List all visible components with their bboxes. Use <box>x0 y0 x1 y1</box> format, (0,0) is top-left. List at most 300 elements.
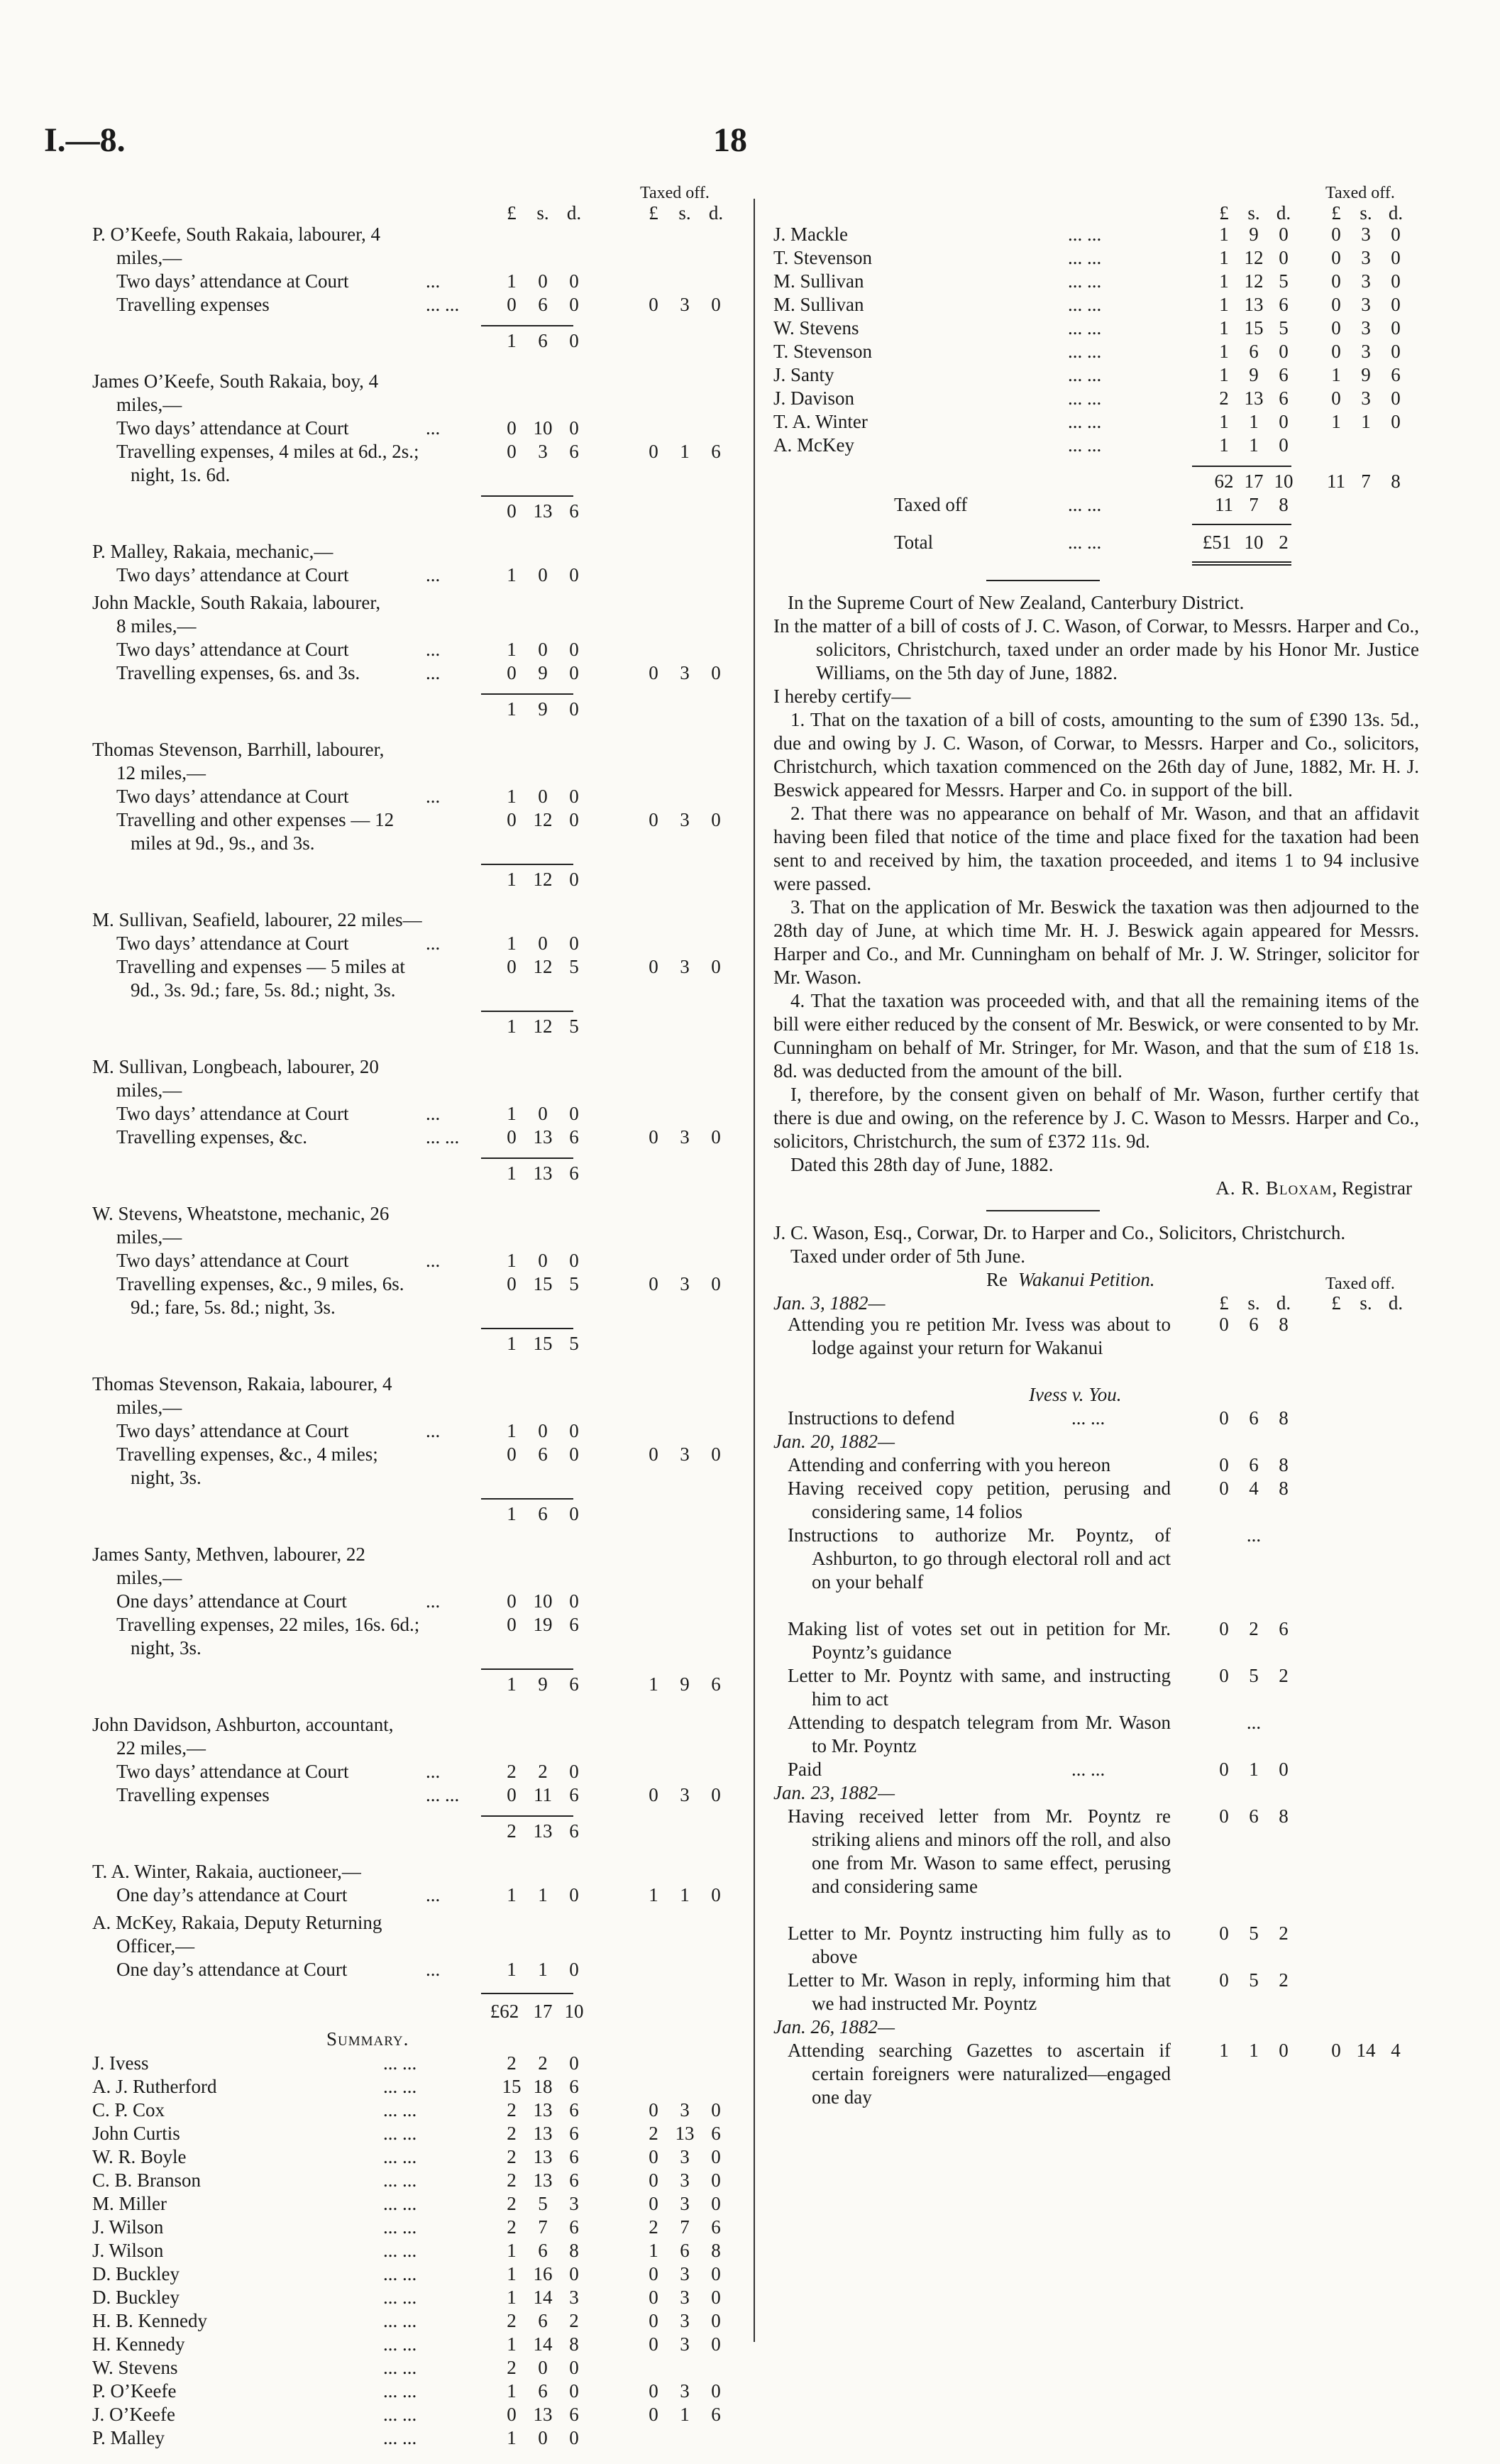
right-sum-rule-line <box>1192 466 1291 467</box>
entry-1-item-0-label: Two days’ attendance at Court <box>116 417 349 439</box>
entry-2-item-0-amount-pounds: 1 <box>507 564 517 585</box>
summary-row-14 <box>92 2380 731 2403</box>
entry-5-rule-line <box>481 1011 573 1012</box>
entry-10-item-0-amount-shillings: 2 <box>538 1761 548 1782</box>
entry-6-item-1-taxed-shillings: 3 <box>680 1126 690 1148</box>
entry-7-item-1-label2: 9d.; fare, 5s. 8d.; night, 3s. <box>131 1297 336 1318</box>
entry-9-total-pounds: 1 <box>507 1673 517 1695</box>
summary-name-1: A. J. Rutherford <box>92 2076 217 2097</box>
right-summary-row-1 <box>773 246 1419 270</box>
summary-14-amount-shillings: 6 <box>538 2380 548 2402</box>
right-summary-name-7: J. Davison <box>773 387 854 409</box>
bill-item-10-dots: ... ... <box>1071 1759 1105 1780</box>
bill-item-7-amounts <box>773 1617 1419 1641</box>
entry-4-item-0-dots: ... <box>426 786 441 807</box>
entry-3-item-0-dots: ... <box>426 639 441 660</box>
entry-6-space <box>92 1185 731 1202</box>
cert-signature-title: , Registrar <box>1332 1177 1412 1199</box>
entry-10-item-0-amount-pence: 0 <box>569 1761 579 1782</box>
right-summary-3-amount-pounds: 1 <box>1219 294 1229 315</box>
entry-4-item-1-taxed-shillings: 3 <box>680 809 690 830</box>
right-summary-7-taxed-shillings: 3 <box>1361 387 1371 409</box>
summary-8-amount-pounds: 1 <box>507 2240 517 2261</box>
summary-15-amount-pounds: 0 <box>507 2404 517 2425</box>
summary-3-taxed-pence: 6 <box>711 2123 721 2144</box>
right-total-label: Total <box>894 532 934 553</box>
column-divider <box>754 199 755 2342</box>
summary-10-taxed-pence: 0 <box>711 2287 721 2308</box>
summary-8-amount-shillings: 6 <box>538 2240 548 2261</box>
entry-3-name <box>92 591 731 615</box>
entry-0-rule <box>92 317 731 329</box>
entry-9-name-cont-text: miles,— <box>116 1567 182 1588</box>
summary-13-amount-pence: 0 <box>569 2357 579 2378</box>
entry-4-item-0-amount-pence: 0 <box>569 786 579 807</box>
right-summary-2-taxed-pence: 0 <box>1391 270 1401 292</box>
left-header-taxed <box>92 186 731 202</box>
entry-0-item-1-taxed-pounds: 0 <box>649 294 658 315</box>
bill-header-shillings-1: s. <box>1247 1292 1260 1314</box>
entry-6-item-1-taxed-pounds: 0 <box>649 1126 658 1148</box>
summary-4-taxed-shillings: 3 <box>680 2146 690 2167</box>
entry-9-item-0-amount-pence: 0 <box>569 1590 579 1612</box>
summary-3-amount-pence: 6 <box>569 2123 579 2144</box>
entry-6-name-cont <box>92 1079 731 1102</box>
bill-item-8-amount-shillings: 5 <box>1249 1665 1259 1686</box>
entry-1-item-0-dots: ... <box>426 417 441 439</box>
cert-p3: 3. That on the application of Mr. Beswick the taxation was then adjourned to the 28th day of June, at which time Mr. H. J. Beswick again appeared for Messrs. Harper and Co., and Mr. Cunningham on behalf of Mr. J. W. Stringer, solicitor for Mr. Wason. <box>773 896 1419 988</box>
summary-row-4 <box>92 2145 731 2169</box>
cert-signature-name: A. R. Bloxam <box>1215 1177 1333 1199</box>
entry-7-item-1-amount-pounds: 0 <box>507 1273 517 1294</box>
bill-item-12-amounts <box>773 1805 1419 1828</box>
entry-6-rule <box>92 1149 731 1162</box>
header-pounds-3: £ <box>649 202 658 224</box>
entry-0-item-1-amount-pounds: 0 <box>507 294 517 315</box>
right-summary-5-amount-pence: 0 <box>1279 341 1289 362</box>
entry-7-item-0 <box>92 1249 731 1272</box>
bill-item-14-amount-shillings: 5 <box>1249 1969 1259 1991</box>
entry-3-item-0 <box>92 638 731 661</box>
entry-4-total-pence: 0 <box>569 869 579 890</box>
summary-9-amount-shillings: 16 <box>533 2263 553 2284</box>
entry-3-rule <box>92 685 731 698</box>
bill-first-date: Jan. 3, 1882— <box>773 1292 886 1314</box>
entry-8-item-1-taxed-pence: 0 <box>711 1443 721 1465</box>
summary-name-10: D. Buckley <box>92 2287 180 2308</box>
entry-5-item-1-amount-shillings: 12 <box>533 956 553 977</box>
bill-item-10-amount-pence: 0 <box>1279 1759 1289 1780</box>
summary-2-amount-shillings: 13 <box>533 2099 553 2121</box>
bill-item-13 <box>773 1922 1419 1969</box>
right-summary-4-amount-pence: 5 <box>1279 317 1289 339</box>
bill-taxed-off-header: Taxed off. <box>1325 1275 1395 1293</box>
summary-row-2 <box>92 2099 731 2122</box>
entry-10-total-pounds: 2 <box>507 1820 517 1842</box>
entry-4-item-1-amount-shillings: 12 <box>533 809 553 830</box>
entry-1-rule <box>92 487 731 500</box>
right-summary-name-1: T. Stevenson <box>773 247 872 268</box>
right-summary-4-taxed-pounds: 0 <box>1331 317 1341 339</box>
entry-1-total-pence: 6 <box>569 500 579 522</box>
right-summary-2-taxed-shillings: 3 <box>1361 270 1371 292</box>
entry-8-space <box>92 1526 731 1543</box>
bill-item-12-amount-pounds: 0 <box>1219 1805 1229 1827</box>
entry-3-item-1-amount-pounds: 0 <box>507 662 517 683</box>
right-summary-0-taxed-pounds: 0 <box>1331 224 1341 245</box>
bill-item-2-amount-shillings: 6 <box>1249 1407 1259 1429</box>
entry-1-item-1 <box>92 440 731 463</box>
entry-1-item-0-amount-pounds: 0 <box>507 417 517 439</box>
summary-row-10 <box>92 2286 731 2309</box>
summary-row-6 <box>92 2192 731 2216</box>
right-taxed-off-label: Taxed off <box>894 494 968 515</box>
entry-4-item-1-label2: miles at 9d., 9s., and 3s. <box>131 832 315 854</box>
entry-10-item-0-label: Two days’ attendance at Court <box>116 1761 349 1782</box>
summary-row-12 <box>92 2333 731 2356</box>
summary-dots-4: ... ... <box>383 2146 417 2167</box>
summary-0-amount-pounds: 2 <box>507 2052 517 2074</box>
entry-5-item-0-amount-shillings: 0 <box>538 933 548 954</box>
entry-4-name-cont <box>92 761 731 785</box>
right-summary-5-amount-pounds: 1 <box>1219 341 1229 362</box>
entry-10-item-1-taxed-pounds: 0 <box>649 1784 658 1805</box>
entry-8-name <box>92 1373 731 1396</box>
summary-16-amount-pence: 0 <box>569 2427 579 2448</box>
summary-14-amount-pounds: 1 <box>507 2380 517 2402</box>
entry-10-rule-line <box>481 1815 573 1817</box>
right-sum-taxed-shillings: 7 <box>1361 471 1371 492</box>
cert-signature <box>773 1177 1419 1200</box>
entry-1-name-cont-text: miles,— <box>116 394 182 415</box>
entry-9-space <box>92 1696 731 1713</box>
right-total-dots: ... ... <box>1068 532 1102 553</box>
bill-item-16-amount-pence: 0 <box>1279 2040 1289 2061</box>
entry-3-item-0-amount-pence: 0 <box>569 639 579 660</box>
right-section-rule-2 <box>773 1200 1419 1221</box>
entry-0-item-1-amount-shillings: 6 <box>538 294 548 315</box>
entry-5-item-1 <box>92 955 731 979</box>
summary-2-amount-pence: 6 <box>569 2099 579 2121</box>
bill-item-5-text: Having received copy petition, perusing and considering same, 14 folios <box>788 1478 1171 1522</box>
entry-4-name <box>92 738 731 761</box>
summary-name-0: J. Ivess <box>92 2052 149 2074</box>
summary-name-2: C. P. Cox <box>92 2099 165 2121</box>
summary-14-taxed-pounds: 0 <box>649 2380 658 2402</box>
summary-11-amount-shillings: 6 <box>538 2310 548 2331</box>
entry-8-item-1-amount-shillings: 6 <box>538 1443 548 1465</box>
entry-3-name-cont <box>92 615 731 638</box>
entry-6-name-text: M. Sullivan, Longbeach, labourer, 20 <box>92 1056 379 1077</box>
entry-5-item-1-taxed-shillings: 3 <box>680 956 690 977</box>
entry-11-name-text: T. A. Winter, Rakaia, auctioneer,— <box>92 1861 361 1882</box>
entry-2-name <box>92 540 731 563</box>
bill-re-title: Wakanui Petition. <box>1018 1269 1155 1290</box>
summary-name-12: H. Kennedy <box>92 2333 185 2355</box>
entry-4-item-1-amount-pounds: 0 <box>507 809 517 830</box>
bill-item-2-dots: ... ... <box>1071 1407 1105 1429</box>
right-summary-row-3 <box>773 293 1419 317</box>
right-section-rule-line <box>986 580 1100 581</box>
bill-header-units <box>773 1292 1419 1313</box>
entry-7-total-pounds: 1 <box>507 1333 517 1354</box>
bill-item-6-text: Instructions to authorize Mr. Poyntz, of Ashburton, to go through electoral roll and act on your behalf <box>788 1524 1171 1593</box>
right-summary-7-amount-pence: 6 <box>1279 387 1289 409</box>
right-summary-0-amount-pence: 0 <box>1279 224 1289 245</box>
entry-3-item-1-taxed-pounds: 0 <box>649 662 658 683</box>
right-total-rule <box>773 517 1419 531</box>
entry-5-item-1-label2: 9d., 3s. 9d.; fare, 5s. 8d.; night, 3s. <box>131 979 396 1001</box>
cert-dated: Dated this 28th day of June, 1882. <box>790 1154 1054 1175</box>
summary-3-taxed-pounds: 2 <box>649 2123 658 2144</box>
bill-item-13-amount-pence: 2 <box>1279 1923 1289 1944</box>
right-summary-dots-0: ... ... <box>1068 224 1102 245</box>
header-pounds-0: £ <box>507 202 517 224</box>
summary-2-taxed-pence: 0 <box>711 2099 721 2121</box>
entry-3-item-1-taxed-shillings: 3 <box>680 662 690 683</box>
entry-6-item-0 <box>92 1102 731 1126</box>
summary-dots-13: ... ... <box>383 2357 417 2378</box>
entry-10-item-0-dots: ... <box>426 1761 441 1782</box>
entry-2-item-0-dots: ... <box>426 564 441 585</box>
entry-9-item-1-label2: night, 3s. <box>131 1637 202 1659</box>
bill-item-0-amount-pence: 8 <box>1279 1314 1289 1335</box>
right-summary-row-4 <box>773 317 1419 340</box>
summary-dots-1: ... ... <box>383 2076 417 2097</box>
entry-9-total-taxed-pence: 6 <box>711 1673 721 1695</box>
entry-5-space <box>92 1038 731 1055</box>
bill-header-pounds-0: £ <box>1219 1292 1229 1314</box>
entry-4-item-0-amount-pounds: 1 <box>507 786 517 807</box>
summary-10-amount-pence: 3 <box>569 2287 579 2308</box>
bill-item-14-amount-pounds: 0 <box>1219 1969 1229 1991</box>
summary-7-taxed-pence: 6 <box>711 2216 721 2238</box>
summary-row-11 <box>92 2309 731 2333</box>
summary-2-taxed-shillings: 3 <box>680 2099 690 2121</box>
bill-header-shillings-4: s. <box>1360 1292 1372 1314</box>
summary-7-amount-pence: 6 <box>569 2216 579 2238</box>
summary-5-taxed-pounds: 0 <box>649 2169 658 2191</box>
right-column <box>773 186 1419 2109</box>
entry-6-total-pence: 6 <box>569 1162 579 1184</box>
right-summary-3-taxed-pounds: 0 <box>1331 294 1341 315</box>
summary-4-amount-shillings: 13 <box>533 2146 553 2167</box>
summary-4-amount-pence: 6 <box>569 2146 579 2167</box>
right-summary-8-taxed-pounds: 1 <box>1331 411 1341 432</box>
grand-total-shillings: 17 <box>533 2001 553 2022</box>
summary-10-amount-pounds: 1 <box>507 2287 517 2308</box>
right-taxed-off-row <box>773 493 1419 517</box>
summary-1-amount-pounds: 15 <box>502 2076 522 2097</box>
entry-8-rule <box>92 1490 731 1502</box>
summary-11-taxed-pence: 0 <box>711 2310 721 2331</box>
entry-10-item-1-taxed-pence: 0 <box>711 1784 721 1805</box>
summary-1-amount-pence: 6 <box>569 2076 579 2097</box>
entry-2-item-0 <box>92 563 731 587</box>
entry-11-item-0-taxed-shillings: 1 <box>680 1884 690 1905</box>
entry-6-item-1-amount-shillings: 13 <box>533 1126 553 1148</box>
entry-9-total-taxed-shillings: 9 <box>680 1673 690 1695</box>
right-summary-6-amount-pounds: 1 <box>1219 364 1229 385</box>
right-total-pounds: £51 <box>1202 532 1232 553</box>
entry-0-item-0-label: Two days’ attendance at Court <box>116 270 349 292</box>
right-summary-name-4: W. Stevens <box>773 317 859 339</box>
summary-5-taxed-pence: 0 <box>711 2169 721 2191</box>
cert-p1: 1. That on the taxation of a bill of costs, amounting to the sum of £390 13s. 5d., due and owing by J. C. Wason, of Corwar, to Messrs. Harper and Co., solicitors, Christchurch, which taxation commenced on the 26th day of June, 1882, Mr. H. J. Beswick appeared for Messrs. Harper and Co. in support of the bill. <box>773 709 1419 801</box>
entry-10-total <box>92 1820 731 1843</box>
right-summary-5-taxed-shillings: 3 <box>1361 341 1371 362</box>
right-summary-6-amount-pence: 6 <box>1279 364 1289 385</box>
entry-0-name <box>92 223 731 246</box>
cert-p4: 4. That the taxation was proceeded with, and that all the remaining items of the bill were either reduced by the consent of Mr. Beswick, or were consented to by Mr. Cunningham on behalf of Mr. Stringer, for Mr. Wason, and that the sum of £18 1s. 8d. was deducted from the amount of the bill. <box>773 990 1419 1082</box>
summary-name-13: W. Stevens <box>92 2357 178 2378</box>
bill-item-9 <box>773 1711 1419 1758</box>
entry-10-name-cont <box>92 1737 731 1760</box>
bill-item-13-text: Letter to Mr. Poyntz instructing him fully as to above <box>788 1923 1171 1967</box>
entry-4-item-1-amount-pence: 0 <box>569 809 579 830</box>
entry-4-item-0-label: Two days’ attendance at Court <box>116 786 349 807</box>
entry-12-item-0-amount-shillings: 1 <box>538 1959 548 1980</box>
right-summary-name-0: J. Mackle <box>773 224 848 245</box>
bill-item-2-amount-pence: 8 <box>1279 1407 1289 1429</box>
entry-6-name-cont-text: miles,— <box>116 1079 182 1101</box>
summary-10-taxed-shillings: 3 <box>680 2287 690 2308</box>
right-summary-2-amount-pence: 5 <box>1279 270 1289 292</box>
bill-item-7-text: Making list of votes set out in petition for Mr. Poyntz’s guidance <box>788 1618 1171 1663</box>
bill-item-13-amount-shillings: 5 <box>1249 1923 1259 1944</box>
entry-6-item-0-amount-shillings: 0 <box>538 1103 548 1124</box>
summary-3-amount-pounds: 2 <box>507 2123 517 2144</box>
entry-2-item-0-amount-shillings: 0 <box>538 564 548 585</box>
entry-7-total-shillings: 15 <box>533 1333 553 1354</box>
bill-item-16-taxed-pence: 4 <box>1391 2040 1401 2061</box>
entry-9-total-shillings: 9 <box>538 1673 548 1695</box>
bill-item-10-amounts <box>773 1758 1419 1781</box>
entry-9-rule <box>92 1660 731 1673</box>
entry-3-total-pence: 0 <box>569 698 579 720</box>
bill-item-4-amount-pounds: 0 <box>1219 1454 1229 1475</box>
right-header-pounds-0: £ <box>1219 202 1229 224</box>
summary-7-amount-shillings: 7 <box>538 2216 548 2238</box>
summary-8-amount-pence: 8 <box>569 2240 579 2261</box>
entry-4-space <box>92 891 731 908</box>
right-total-double-rule <box>773 554 1419 561</box>
right-summary-6-taxed-pence: 6 <box>1391 364 1401 385</box>
bill-item-2-amounts <box>773 1407 1419 1430</box>
entry-3-total-shillings: 9 <box>538 698 548 720</box>
entry-12-name-cont <box>92 1935 731 1958</box>
summary-12-taxed-shillings: 3 <box>680 2333 690 2355</box>
entry-7-item-0-label: Two days’ attendance at Court <box>116 1250 349 1271</box>
entry-1-total-shillings: 13 <box>533 500 553 522</box>
entry-8-item-0-label: Two days’ attendance at Court <box>116 1420 349 1441</box>
entry-7-item-0-amount-pence: 0 <box>569 1250 579 1271</box>
bill-item-8-text: Letter to Mr. Poyntz with same, and instructing him to act <box>788 1665 1171 1710</box>
summary-row-13 <box>92 2356 731 2380</box>
summary-16-amount-shillings: 0 <box>538 2427 548 2448</box>
bill-item-15-date-text: Jan. 26, 1882— <box>773 2016 895 2037</box>
entry-5-item-1-taxed-pence: 0 <box>711 956 721 977</box>
entry-9-total-taxed-pounds: 1 <box>649 1673 658 1695</box>
entry-12-item-0-label: One day’s attendance at Court <box>116 1959 348 1980</box>
summary-6-amount-pence: 3 <box>569 2193 579 2214</box>
summary-12-taxed-pounds: 0 <box>649 2333 658 2355</box>
right-header-shillings-4: s. <box>1360 202 1372 224</box>
bill-taxed-under: Taxed under order of 5th June. <box>790 1245 1026 1267</box>
right-summary-0-taxed-shillings: 3 <box>1361 224 1371 245</box>
entry-3-item-1-dots: ... <box>426 662 441 683</box>
summary-0-amount-pence: 0 <box>569 2052 579 2074</box>
entry-9-name-text: James Santy, Methven, labourer, 22 <box>92 1544 365 1565</box>
bill-item-6-amount-text: ... <box>1246 1524 1262 1546</box>
entry-2-item-0-label: Two days’ attendance at Court <box>116 564 349 585</box>
bill-item-16-amount-shillings: 1 <box>1249 2040 1259 2061</box>
summary-dots-7: ... ... <box>383 2216 417 2238</box>
left-header-units <box>92 202 731 223</box>
right-summary-5-taxed-pence: 0 <box>1391 341 1401 362</box>
entry-0-total-shillings: 6 <box>538 330 548 351</box>
bill-item-13-amounts <box>773 1922 1419 1945</box>
entry-8-name-cont <box>92 1396 731 1419</box>
right-sum-pounds: 62 <box>1214 471 1234 492</box>
summary-7-taxed-shillings: 7 <box>680 2216 690 2238</box>
summary-dots-2: ... ... <box>383 2099 417 2121</box>
entry-7-item-1-taxed-shillings: 3 <box>680 1273 690 1294</box>
summary-6-taxed-shillings: 3 <box>680 2193 690 2214</box>
entry-3-rule-line <box>481 693 573 695</box>
summary-dots-3: ... ... <box>383 2123 417 2144</box>
entry-0-item-0-amount-shillings: 0 <box>538 270 548 292</box>
right-summary-5-taxed-pounds: 0 <box>1331 341 1341 362</box>
entry-6-item-1-dots: ... ... <box>426 1126 460 1148</box>
summary-4-taxed-pence: 0 <box>711 2146 721 2167</box>
entry-8-total-pounds: 1 <box>507 1503 517 1524</box>
right-summary-dots-1: ... ... <box>1068 247 1102 268</box>
entry-6-total <box>92 1162 731 1185</box>
summary-8-taxed-pence: 8 <box>711 2240 721 2261</box>
entry-4-item-0-amount-shillings: 0 <box>538 786 548 807</box>
right-summary-row-6 <box>773 363 1419 387</box>
entry-6-item-1-amount-pounds: 0 <box>507 1126 517 1148</box>
entry-0-total <box>92 329 731 353</box>
entry-5-item-0-label: Two days’ attendance at Court <box>116 933 349 954</box>
entry-8-item-0 <box>92 1419 731 1443</box>
entry-11-item-0-taxed-pence: 0 <box>711 1884 721 1905</box>
entry-12-item-0-amount-pence: 0 <box>569 1959 579 1980</box>
entry-6-item-1-label: Travelling expenses, &c. <box>116 1126 307 1148</box>
right-summary-row-2 <box>773 270 1419 293</box>
bill-item-4-amount-pence: 8 <box>1279 1454 1289 1475</box>
entry-4-rule <box>92 855 731 868</box>
entry-5-item-1-taxed-pounds: 0 <box>649 956 658 977</box>
right-summary-9-amount-pence: 0 <box>1279 434 1289 456</box>
bill-item-4-amounts <box>773 1453 1419 1477</box>
entry-0-item-1 <box>92 293 731 317</box>
entry-2-item-0-amount-pence: 0 <box>569 564 579 585</box>
entry-0-space <box>92 353 731 370</box>
entry-1-item-1-taxed-pounds: 0 <box>649 441 658 462</box>
entry-1-item-1-taxed-shillings: 1 <box>680 441 690 462</box>
entry-1-name-text: James O’Keefe, South Rakaia, boy, 4 <box>92 370 379 392</box>
summary-11-taxed-shillings: 3 <box>680 2310 690 2331</box>
cert-p2: 2. That there was no appearance on behalf of Mr. Wason, and that an affidavit having been filed that notice of the time and place fixed for the taxation had been sent to and received by him, the taxation proceeded, and items 1 to 94 inclusive were passed. <box>773 803 1419 894</box>
entry-8-name-cont-text: miles,— <box>116 1397 182 1418</box>
summary-9-amount-pounds: 1 <box>507 2263 517 2284</box>
header-shillings-1: s. <box>536 202 549 224</box>
summary-dots-11: ... ... <box>383 2310 417 2331</box>
entry-11-item-0-amount-pounds: 1 <box>507 1884 517 1905</box>
bill-item-16-amount-pounds: 1 <box>1219 2040 1229 2061</box>
